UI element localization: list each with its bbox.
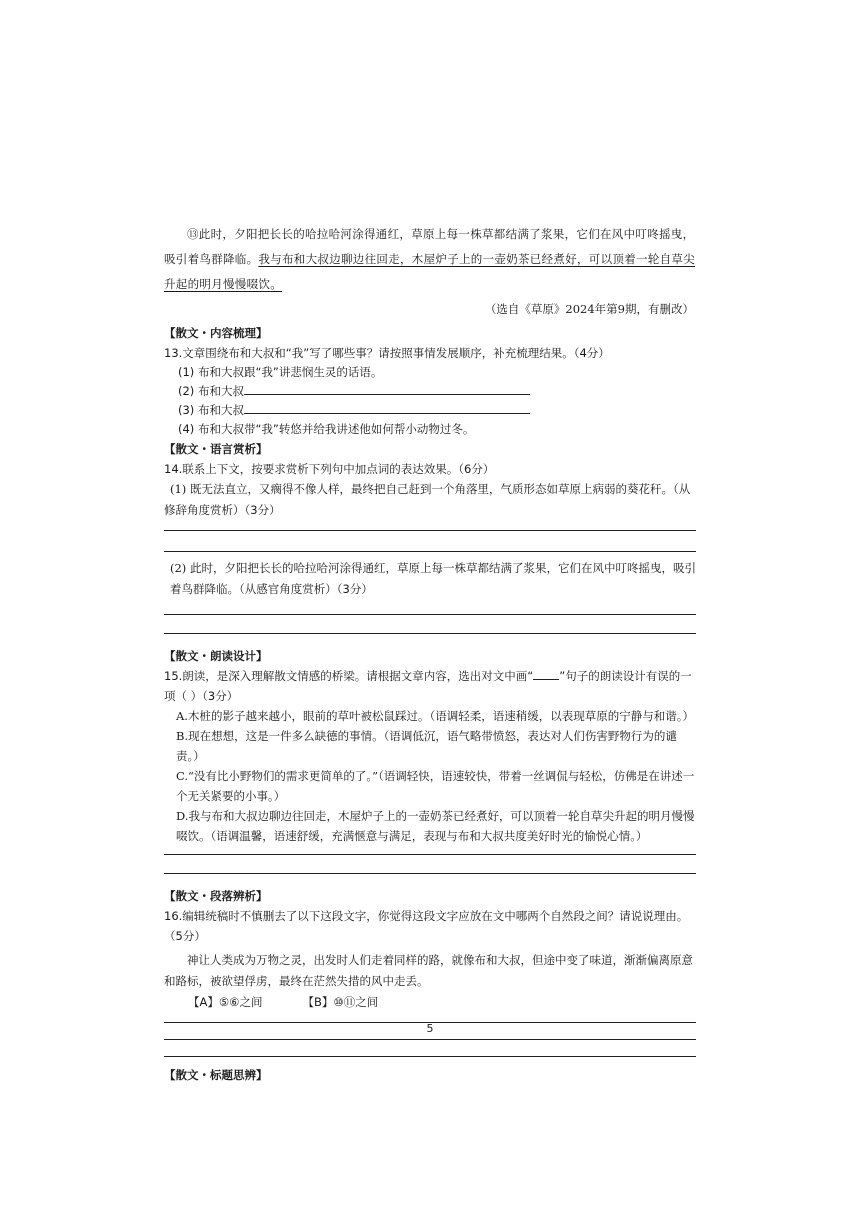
q13-item-2 [164, 382, 696, 401]
q16-quote: 神让人类成为万物之灵，出发时人们走着同样的路，就像布和大叔，但途中变了味道，渐渐偏离原意和路标，被欲望俘虏，最终在茫然失措的风中走丢。 [164, 953, 693, 988]
q15-stem-a: 15.朗读，是深入理解散文情感的桥梁。请根据文章内容，选出对文中画“ [164, 669, 534, 683]
q14-sub1-tail: 修辞角度赏析）（3分） [164, 503, 281, 517]
passage-lead-text: ⑬此时，夕阳把长长的哈拉哈河涂得通红，草原上每一株草都结满了浆果，它们在风中叮咚摇曳，吸引着鸟群降临。 [164, 227, 695, 266]
q13-item-3-label: (3) 布和大叔 [178, 403, 244, 417]
q13-item-1: (1) 布和大叔跟“我”讲悲悯生灵的话语。 [178, 365, 383, 379]
q13-item-4: (4) 布和大叔带“我”转悠并给我讲述他如何帮小动物过冬。 [178, 422, 475, 436]
q16-answer-line-3[interactable] [164, 1056, 696, 1057]
q15-option-c[interactable] [164, 766, 696, 806]
q15-option-d-note: （语调温馨，语速舒缓，充满惬意与满足，表现与布和大叔共度美好时光的愉悦心情。） [210, 829, 648, 843]
page-number: 5 [426, 1022, 434, 1035]
section-heading-language: 【散文・语言赏析】 [164, 442, 268, 456]
q14-answer-line-3[interactable] [164, 614, 696, 615]
q16-choices [164, 992, 696, 1012]
section-heading-reading: 【散文・朗读设计】 [164, 649, 268, 663]
q14-answer-line-1[interactable] [164, 530, 696, 531]
question-14-stem: 14.联系上下文，按要求赏析下列句中加点词的表达效果。（6分） [164, 462, 495, 476]
q14-sub2 [164, 558, 696, 600]
q16-choice-a[interactable]: 【A】⑤⑥之间 [188, 995, 263, 1009]
q16-choice-b[interactable]: 【B】⑩⑪之间 [302, 995, 379, 1009]
q15-option-d-quote: D.我与布和大叔边聊边往回走，木屋炉子上的一壶奶茶已经煮好，可以顶着一轮自草尖升起的明月慢慢啜饮。 [176, 809, 695, 843]
q15-option-b-quote: B.现在想想，这是一件多么缺德的事情。 [176, 729, 384, 743]
q14-sub2-tail: （从感官角度赏析）（3分） [239, 582, 373, 596]
q15-option-a-note: （语调轻柔，语速稍缓，以表现草原的宁静与和谐。） [429, 709, 694, 723]
q13-item-2-label: (2) 布和大叔 [178, 384, 244, 398]
q13-item-3 [164, 401, 696, 420]
q15-answer-line-1[interactable] [164, 854, 696, 855]
section-heading-title: 【散文・标题思辨】 [164, 1068, 268, 1082]
section-heading-content: 【散文・内容梳理】 [164, 326, 268, 340]
q15-answer-line-2[interactable] [164, 873, 696, 874]
q15-underline-mark [533, 669, 559, 680]
q15-option-b-note: （语调低沉，语气略带愤怒，表达对人们伤害野物行为的谴责。） [176, 729, 677, 763]
q15-option-b[interactable] [164, 726, 696, 766]
q15-option-c-note: （语调轻快，语速较快，带着一丝调侃与轻松，仿佛是在讲述一个无关紧要的小事。） [176, 769, 695, 803]
page-content [164, 222, 696, 1085]
q15-option-a-quote: A.木桩的影子越来越小，眼前的草叶被松鼠踩过。 [176, 709, 430, 723]
q15-option-c-quote: C.“没有比小野物们的需求更简单的了。” [176, 769, 379, 783]
q13-answer-blank-3[interactable] [244, 401, 530, 414]
q15-option-a[interactable] [164, 706, 696, 726]
q15-option-d[interactable] [164, 806, 696, 846]
passage-source: （选自《草原》2024年第9期，有删改） [484, 302, 694, 316]
section-heading-paragraph: 【散文・段落辨析】 [164, 889, 268, 903]
q13-answer-blank-2[interactable] [244, 382, 530, 395]
q16-answer-line-2[interactable] [164, 1039, 696, 1040]
q14-answer-line-4[interactable] [164, 633, 696, 634]
question-16-stem: 16.编辑统稿时不慎删去了以下这段文字，你觉得这段文字应放在文中哪两个自然段之间？请说说理由。（5分） [164, 909, 689, 943]
question-15-stem [164, 666, 696, 706]
q14-sub1: (1) 既无法直立，又瘸得不像人样，最终把自己赶到一个角落里，气质形态如草原上病弱的葵花秆。（从 [170, 482, 691, 496]
q15-stem-b: ”句子的朗读设计有误的一项（ ）（3分） [164, 669, 692, 703]
q14-sub2-text: (2) 此时，夕阳把长长的哈拉哈河涂得通红，草原上每一株草都结满了浆果，它们在风中叮咚摇曳，吸引着鸟群降临。 [170, 561, 696, 596]
question-13-stem: 13.文章围绕布和大叔和“我”写了哪些事？请按照事情发展顺序，补充梳理结果。（4分） [164, 346, 610, 360]
q14-answer-line-2[interactable] [164, 551, 696, 552]
underlined-sentence: 我与布和大叔边聊边往回走，木屋炉子上的一壶奶茶已经煮好，可以顶着一轮自草尖升起的明月慢慢啜饮。 [164, 252, 696, 291]
passage-paragraph-13 [164, 222, 696, 297]
